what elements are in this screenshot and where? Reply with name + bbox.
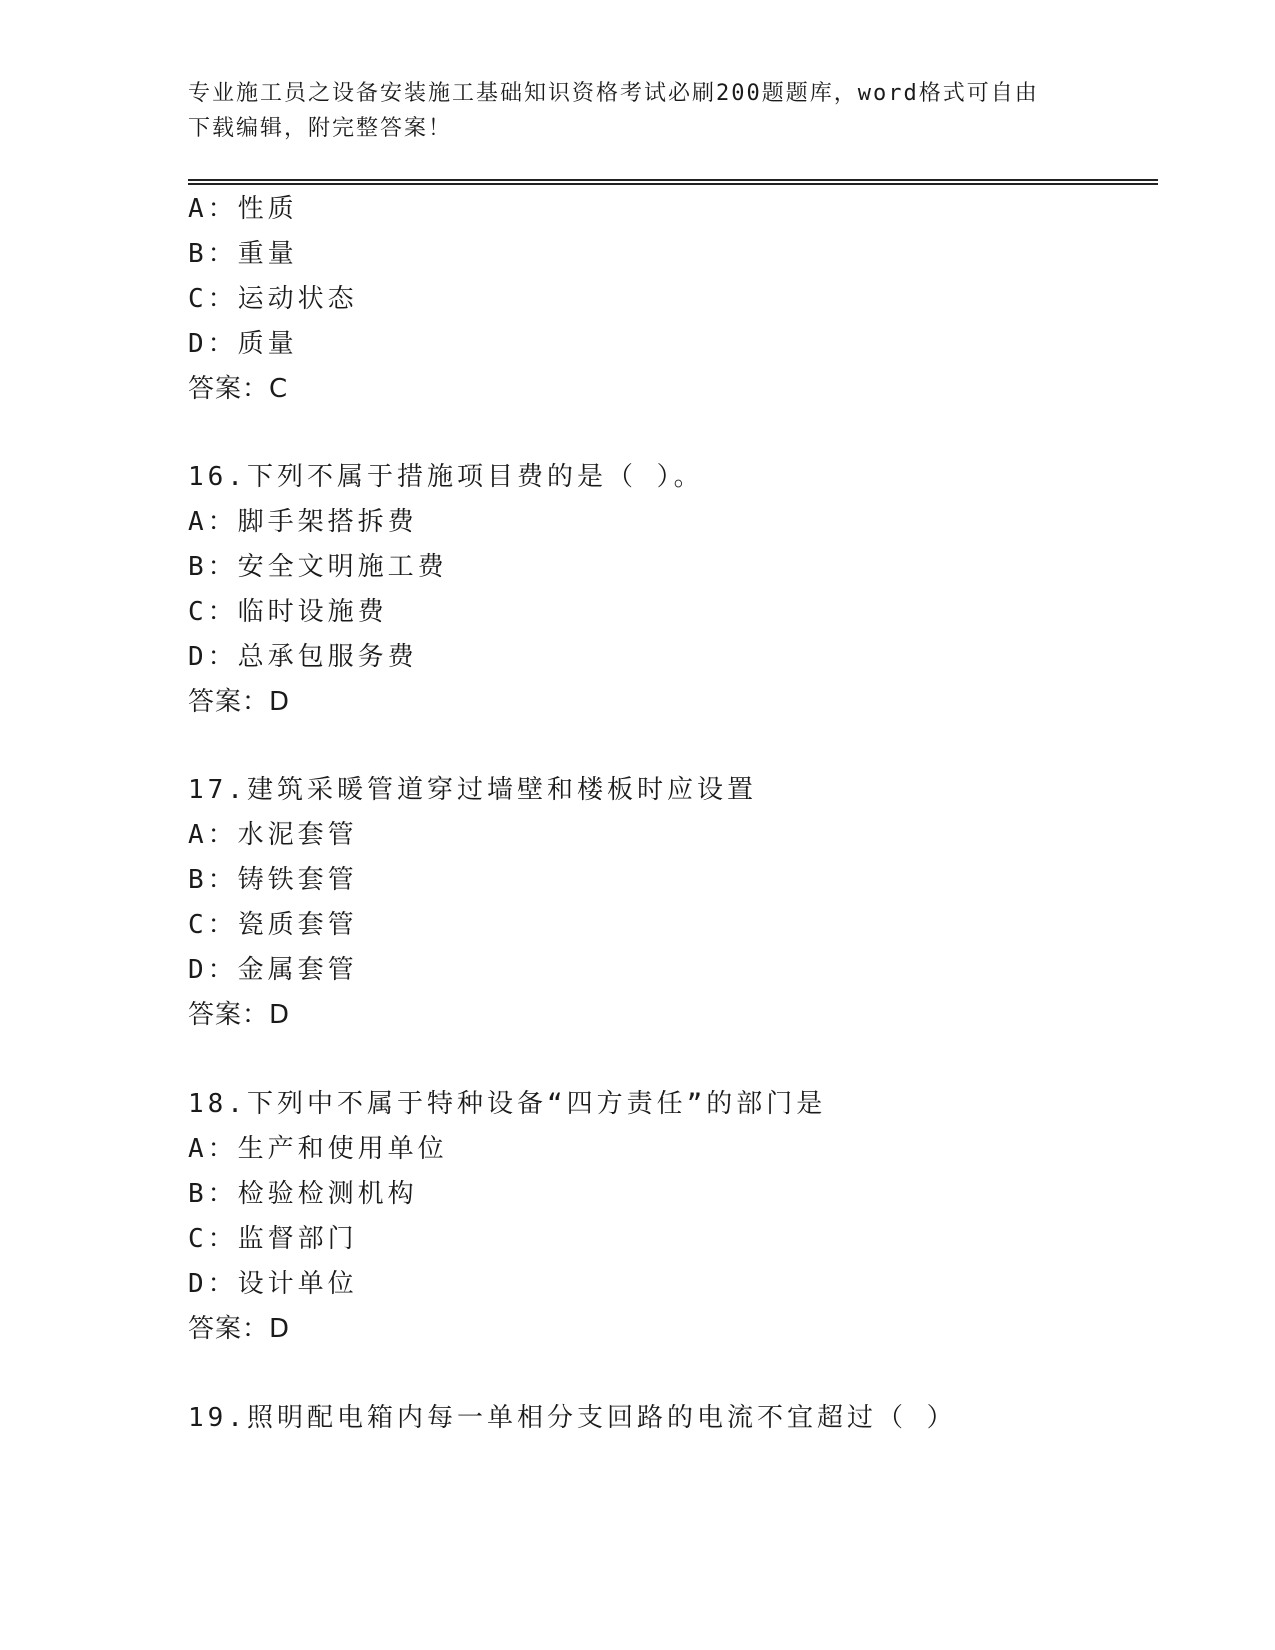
option-a: A：生产和使用单位 xyxy=(188,1134,448,1164)
option-b: B：重量 xyxy=(188,239,298,269)
header-line-2: 下载编辑，附完整答案！ xyxy=(188,116,453,141)
option-b: B：安全文明施工费 xyxy=(188,552,448,582)
option-c: C：监督部门 xyxy=(188,1224,358,1254)
question-stem: 18.下列中不属于特种设备“四方责任”的部门是 xyxy=(188,1089,827,1119)
answer: 答案：C xyxy=(188,374,289,404)
answer: 答案：D xyxy=(188,1000,291,1030)
option-a: A：脚手架搭拆费 xyxy=(188,507,418,537)
option-d: D：质量 xyxy=(188,329,298,359)
option-b: B：铸铁套管 xyxy=(188,865,358,895)
header-line-1: 专业施工员之设备安装施工基础知识资格考试必刷200题题库，word格式可自由 xyxy=(188,81,1039,106)
header-divider-bottom xyxy=(188,183,1158,185)
answer: 答案：D xyxy=(188,687,291,717)
answer: 答案：D xyxy=(188,1314,291,1344)
option-a: A：性质 xyxy=(188,194,298,224)
question-stem: 19.照明配电箱内每一单相分支回路的电流不宜超过（ ） xyxy=(188,1403,957,1433)
option-d: D：金属套管 xyxy=(188,955,358,985)
question-stem: 16.下列不属于措施项目费的是（ ）。 xyxy=(188,462,704,492)
header-divider-top xyxy=(188,179,1158,181)
option-c: C：临时设施费 xyxy=(188,597,388,627)
document-header xyxy=(188,76,1088,146)
option-c: C：运动状态 xyxy=(188,284,358,314)
option-c: C：瓷质套管 xyxy=(188,910,358,940)
option-a: A：水泥套管 xyxy=(188,820,358,850)
option-b: B：检验检测机构 xyxy=(188,1179,418,1209)
question-stem: 17.建筑采暖管道穿过墙壁和楼板时应设置 xyxy=(188,775,757,805)
option-d: D：设计单位 xyxy=(188,1269,358,1299)
option-d: D：总承包服务费 xyxy=(188,642,418,672)
